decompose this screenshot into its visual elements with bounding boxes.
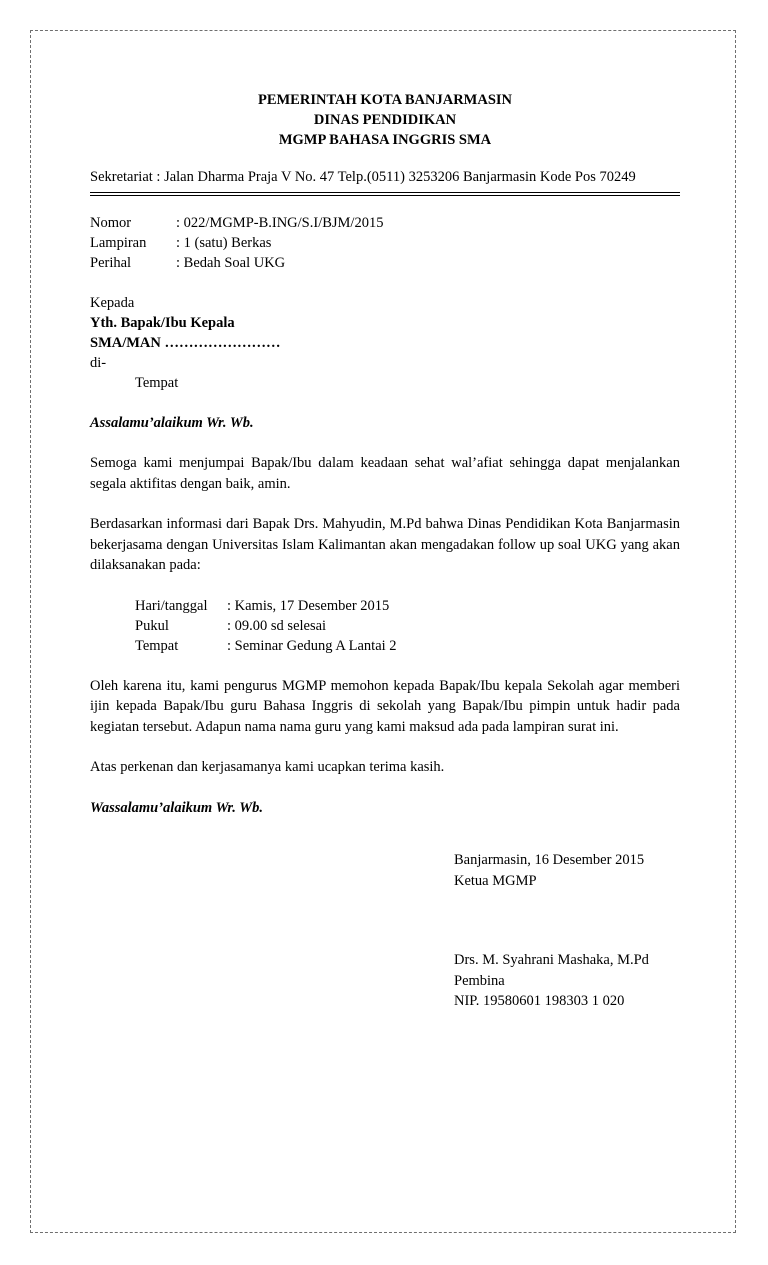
detail-row-date bbox=[135, 596, 680, 616]
detail-row-time bbox=[135, 616, 680, 636]
signature-header bbox=[454, 850, 714, 891]
letterhead bbox=[90, 90, 680, 150]
recipient-place: Tempat bbox=[135, 375, 179, 391]
letter-body bbox=[90, 90, 680, 818]
detail-label: Hari/tanggal bbox=[135, 597, 208, 614]
meta-row-subject bbox=[90, 253, 680, 273]
recipient-to: Kepada bbox=[90, 295, 135, 311]
paragraph-request: Oleh karena itu, kami pengurus MGMP memohon kepada Bapak/Ibu kepala Sekolah agar memberi ijin kepada Bapak/Ibu guru Bahasa Inggris di sekolah yang Bapak/Ibu pimpin untuk hadir pada kegiatan tersebut. Adapun nama nama guru yang kami maksud ada pada lampiran surat ini. bbox=[90, 677, 680, 735]
detail-value: : Seminar Gedung A Lantai 2 bbox=[227, 637, 397, 654]
closing-greeting: Wassalamu’alaikum Wr. Wb. bbox=[90, 799, 263, 816]
letterhead-organization: MGMP BAHASA INGGRIS SMA bbox=[278, 132, 492, 148]
detail-row-place bbox=[135, 636, 680, 656]
letterhead-department: DINAS PENDIDIKAN bbox=[313, 112, 457, 128]
meta-row-attachment bbox=[90, 233, 680, 253]
opening-greeting: Assalamu’alaikum Wr. Wb. bbox=[90, 415, 254, 431]
secretariat-address: Sekretariat : Jalan Dharma Praja V No. 47 Telp.(0511) 3253206 Banjarmasin Kode Pos 70249 bbox=[90, 169, 636, 185]
signature-position: Ketua MGMP bbox=[454, 872, 537, 889]
letterhead-government: PEMERINTAH KOTA BANJARMASIN bbox=[257, 92, 513, 108]
detail-label: Pukul bbox=[135, 617, 169, 634]
paragraph-wellwishes: Semoga kami menjumpai Bapak/Ibu dalam keadaan sehat wal’afiat sehingga dapat menjalankan segala aktifitas dengan baik, amin. bbox=[90, 455, 680, 492]
detail-value: : Kamis, 17 Desember 2015 bbox=[227, 597, 390, 614]
recipient-name: Yth. Bapak/Ibu Kepala bbox=[90, 315, 235, 331]
meta-row-number bbox=[90, 213, 680, 233]
recipient-di: di- bbox=[90, 355, 107, 371]
meta-label: Nomor bbox=[90, 215, 132, 231]
signatory-role: Pembina bbox=[454, 972, 505, 989]
letter-meta bbox=[90, 213, 680, 273]
signature-place-date: Banjarmasin, 16 Desember 2015 bbox=[454, 852, 645, 868]
signatory-nip: NIP. 19580601 198303 1 020 bbox=[454, 993, 625, 1009]
detail-label: Tempat bbox=[135, 637, 179, 654]
meta-label: Perihal bbox=[90, 255, 132, 271]
paragraph-thanks: Atas perkenan dan kerjasamanya kami ucapkan terima kasih. bbox=[90, 759, 445, 775]
detail-value: : 09.00 sd selesai bbox=[227, 617, 327, 634]
signature-footer bbox=[454, 950, 714, 1012]
meta-value: : 022/MGMP-B.ING/S.I/BJM/2015 bbox=[176, 215, 384, 231]
meta-value: : Bedah Soal UKG bbox=[176, 255, 286, 271]
meta-value: : 1 (satu) Berkas bbox=[176, 235, 272, 251]
signatory-name: Drs. M. Syahrani Mashaka, M.Pd bbox=[454, 952, 649, 968]
recipient-school: SMA/MAN …………………… bbox=[90, 335, 281, 351]
recipient-block bbox=[90, 293, 680, 393]
paragraph-information: Berdasarkan informasi dari Bapak Drs. Mahyudin, M.Pd bahwa Dinas Pendidikan Kota Banjarmasin bekerjasama dengan Universitas Islam Kalimantan akan mengadakan follow up soal UKG yang akan dilaksanakan pada: bbox=[90, 516, 680, 573]
event-details bbox=[90, 596, 680, 656]
letterhead-divider bbox=[90, 192, 680, 196]
meta-label: Lampiran bbox=[90, 235, 147, 251]
